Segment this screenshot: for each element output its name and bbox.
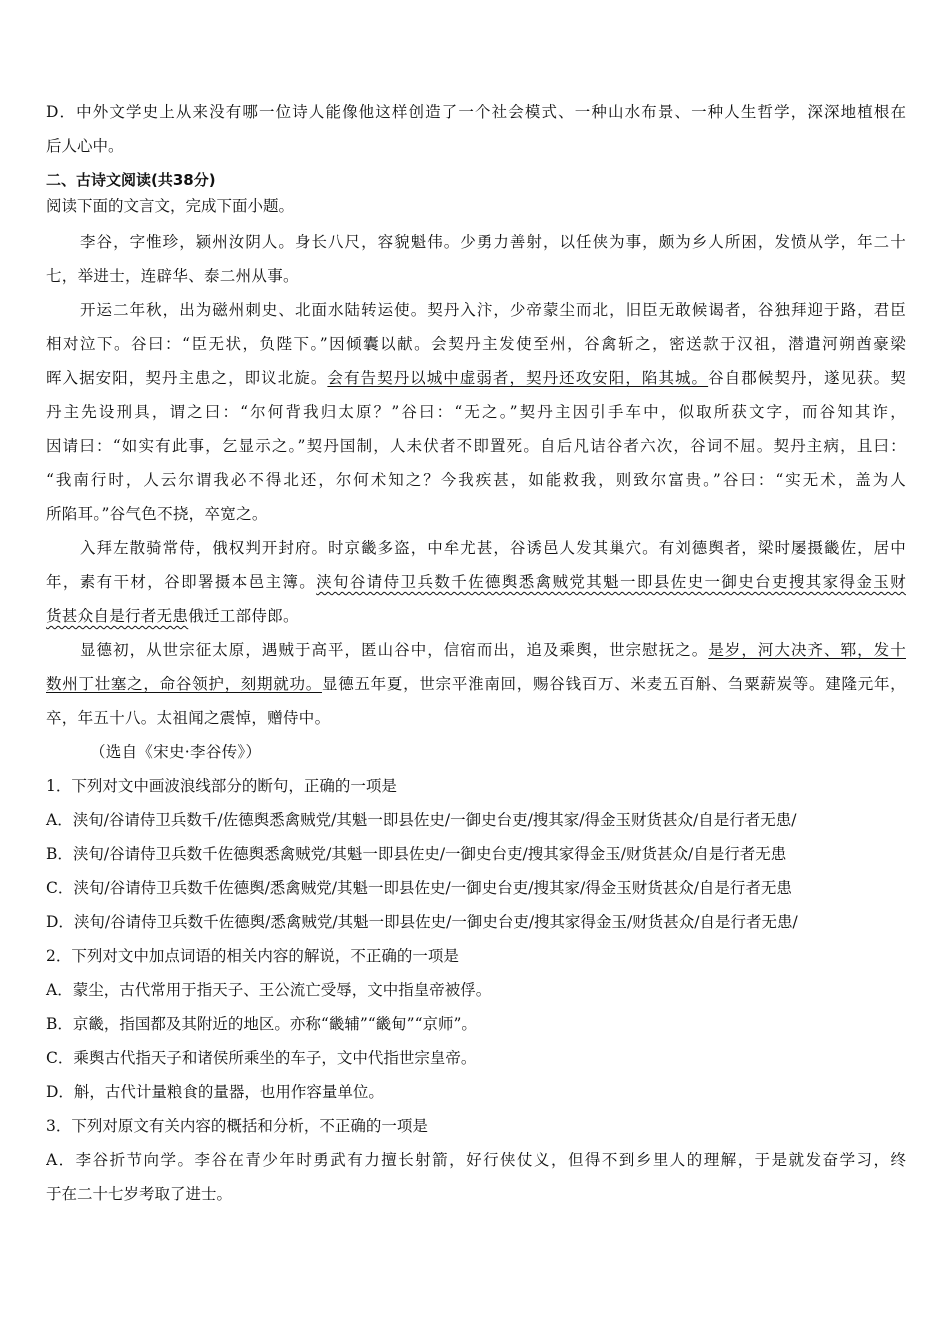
option-d-line-2: 后人心中。 [46,137,124,155]
passage-p1-line-2: 七，举进士，连辟华、泰二州从事。 [46,267,299,285]
passage-p3-line-3 [46,599,906,633]
passage-text: 谷自郡候契丹，遂见获。契 [708,369,906,387]
passage-text: 显德初，从世宗征太原，遇贼于高平，匿山谷中，信宿而出，追及乘舆，世宗慰抚之。 [80,641,709,659]
underlined-sentence: 数州丁壮塞之，命谷领护，刻期就功。 [46,675,322,693]
wavy-underlined-sentence: 浃旬谷请侍卫兵数千佐德舆悉禽贼党其魁一即县佐史一御史台吏搜其家得金玉财 [316,573,906,591]
question-3: 3．下列对原文有关内容的概括和分析，不正确的一项是 [46,1117,428,1135]
passage-p1-line-1: 李谷，字惟珍，颍州汝阴人。身长八尺，容貌魁伟。少勇力善射，以任侠为事，颇为乡人所困，发愤从学，年二十 [80,233,906,251]
section-heading: 二、古诗文阅读(共38分) [46,171,216,189]
passage-p4-line-3: 卒，年五十八。太祖闻之震悼，赠侍中。 [46,709,331,727]
question-2-option-a: A．蒙尘，古代常用于指天子、王公流亡受辱，文中指皇帝被俘。 [46,981,492,999]
question-2-option-c: C．乘舆古代指天子和诸侯所乘坐的车子，文中代指世宗皇帝。 [46,1049,477,1067]
passage-source: （选自《宋史·李谷传》） [90,743,262,761]
question-1-option-d: D．浃旬/谷请侍卫兵数千佐德舆/悉禽贼党/其魁一即县佐史/一御史台吏/搜其家得金玉/财货甚众/自是行者无患/ [46,913,798,931]
question-3-option-a-line-2: 于在二十七岁考取了进士。 [46,1185,233,1203]
passage-p3-line-1: 入拜左散骑常侍，俄权判开封府。时京畿多盗，中牟尤甚，谷诱邑人发其巢穴。有刘德舆者，梁时屡摄畿佐，居中 [80,539,906,557]
passage-p2-line-4: 丹主先设刑具，谓之曰：“尔何背我归太原？”谷曰：“无之。”契丹主因引手车中，似取所获文字，而谷知其诈， [46,403,906,421]
passage-text: 俄迁工部侍郎。 [188,607,299,625]
passage-p2-line-2: 相对泣下。谷曰：“臣无状，负陛下。”因倾囊以献。会契丹主发使至州，谷禽斩之，密送款于汉祖，潜遣河朔酋豪梁 [46,335,906,353]
passage-text: 显德五年夏，世宗平淮南回，赐谷钱百万、米麦五百斛、刍粟薪炭等。建隆元年， [321,675,906,693]
passage-p3-line-2 [46,565,906,599]
question-2-option-b: B．京畿，指国都及其附近的地区。亦称“畿辅”“畿甸”“京师”。 [46,1015,477,1033]
passage-text: 晖入据安阳，契丹主患之，即议北旋。 [46,369,328,387]
passage-p4-line-1 [46,633,906,667]
passage-p2-line-6: “我南行时，人云尔谓我必不得北还，尔何术知之？今我疾甚，如能救我，则致尔富贵。”谷曰：“实无术，盖为人 [46,471,906,489]
question-1: 1．下列对文中画波浪线部分的断句，正确的一项是 [46,777,397,795]
passage-p2-line-1: 开运二年秋，出为磁州刺史、北面水陆转运使。契丹入汴，少帝蒙尘而北，旧臣无敢候谒者，谷独拜迎于路，君臣 [80,301,906,319]
wavy-underlined-sentence: 货甚众自是行者无患 [46,607,189,625]
question-1-option-a: A．浃旬/谷请侍卫兵数千/佐德舆悉禽贼党/其魁一即县佐史/一御史台吏/搜其家/得金玉财货甚众/自是行者无患/ [46,811,797,829]
question-2: 2．下列对文中加点词语的相关内容的解说，不正确的一项是 [46,947,459,965]
underlined-sentence: 会有告契丹以城中虚弱者，契丹还攻安阳，陷其城。 [327,369,709,387]
passage [46,225,906,769]
question-2-option-d: D．斛，古代计量粮食的量器，也用作容量单位。 [46,1083,384,1101]
question-1-option-c: C．浃旬/谷请侍卫兵数千佐德舆/悉禽贼党/其魁一即县佐史/一御史台吏/搜其家/得金玉财货甚众/自是行者无患 [46,879,792,897]
reading-instruction: 阅读下面的文言文，完成下面小题。 [46,197,295,215]
passage-p2-line-3 [46,361,906,395]
question-3-option-a-line-1: A．李谷折节向学。李谷在青少年时勇武有力擅长射箭，好行侠仗义，但得不到乡里人的理解，于是就发奋学习，终 [46,1151,906,1169]
underlined-sentence: 是岁，河大决齐、郓，发十 [708,641,906,659]
passage-p2-line-5: 因请曰：“如实有此事，乞显示之。”契丹国制，人未伏者不即置死。自后凡诘谷者六次，谷词不屈。契丹主病，且曰： [46,437,906,455]
passage-p4-line-2 [46,667,906,701]
question-1-option-b: B．浃旬/谷请侍卫兵数千佐德舆悉禽贼党/其魁一即县佐史/一御史台吏/搜其家得金玉/财货甚众/自是行者无患 [46,845,787,863]
option-d-line-1: D．中外文学史上从来没有哪一位诗人能像他这样创造了一个社会模式、一种山水布景、一种人生哲学，深深地植根在 [46,103,906,121]
passage-text: 年，素有干材，谷即署摄本邑主簿。 [46,573,317,591]
document-page [46,95,906,1211]
passage-p2-line-7: 所陷耳。”谷气色不挠，卒宽之。 [46,505,268,523]
